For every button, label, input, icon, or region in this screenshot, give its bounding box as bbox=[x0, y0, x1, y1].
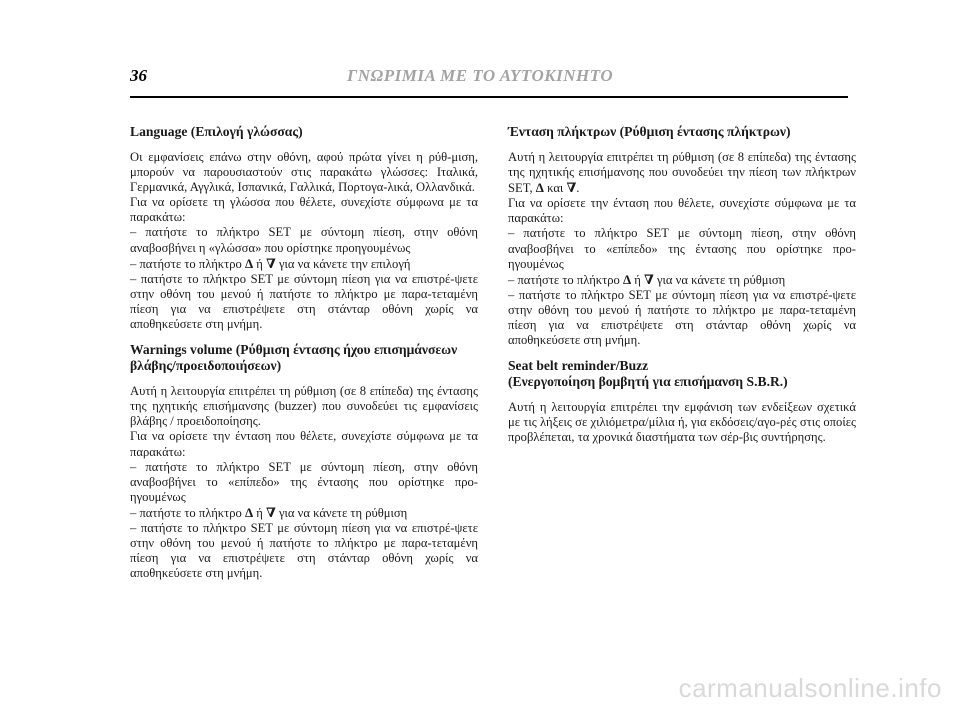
down-arrow-icon: ∇ bbox=[566, 180, 577, 196]
down-arrow-icon: ∇ bbox=[266, 504, 276, 520]
warnings-p3: – πατήστε το πλήκτρο SET με σύντομη πίεση, στην οθόνη αναβοσβήνει το «επίπεδο» της έντασης που ορίστηκε προ-ηγουμένως bbox=[130, 459, 478, 504]
language-p4-post: για να κάνετε την επιλογή bbox=[278, 256, 411, 271]
page-title: ΓΝΩΡΙΜΙΑ ΜΕ ΤΟ ΑΥΤΟΚΙΝΗΤΟ bbox=[347, 66, 614, 85]
up-arrow-icon: Δ bbox=[535, 180, 544, 196]
down-arrow-icon: ∇ bbox=[644, 271, 654, 287]
seatbelt-heading bbox=[508, 358, 856, 390]
warnings-p2: Για να ορίσετε την ένταση που θέλετε, συνεχίστε σύμφωνα με τα παρακάτω: bbox=[130, 429, 478, 459]
keys-p4-pre: – πατήστε το πλήκτρο bbox=[508, 272, 620, 287]
warnings-p5: – πατήστε το πλήκτρο SET με σύντομη πίεση για να επιστρέ-ψετε στην οθόνη του μενού ή πατήστε το πλήκτρο με παρα-τεταμένη πίεση για να επιστρέψετε στη στάνταρ οθόνη χωρίς να αποθηκεύσετε στη μνήμη. bbox=[130, 520, 478, 581]
keys-p3: – πατήστε το πλήκτρο SET με σύντομη πίεση, στην οθόνη αναβοσβήνει το «επίπεδο» της έντασης που ορίστηκε προ-ηγουμένως bbox=[508, 226, 856, 271]
down-arrow-icon: ∇ bbox=[266, 255, 276, 271]
up-arrow-icon: Δ bbox=[244, 504, 254, 520]
warnings-heading: Warnings volume (Ρύθμιση έντασης ήχου επισημάνσεων βλάβης/προειδοποιήσεων) bbox=[130, 342, 458, 374]
language-p3: – πατήστε το πλήκτρο SET με σύντομη πίεση, στην οθόνη αναβοσβήνει η «γλώσσα» που ορίστηκε προηγουμένως bbox=[130, 225, 478, 255]
warnings-p4-or: ή bbox=[256, 505, 263, 520]
language-p4-or: ή bbox=[256, 256, 263, 271]
seatbelt-p1: Αυτή η λειτουργία επιτρέπει την εμφάνιση των ενδείξεων σχετικά με τις λήξεις σε χιλιόμετρα/μίλια ή, για εκδόσεις/αγο-ρές στις οποίες προβλέπεται, τα χρονικά διαστήματα των σέρ-βις συντήρησης. bbox=[508, 400, 856, 445]
seatbelt-heading-line2: (Ενεργοποίηση βομβητή για επισήμανση S.B.R.) bbox=[508, 374, 788, 390]
keys-p4 bbox=[508, 272, 856, 288]
seatbelt-heading-line1: Seat belt reminder/Buzz bbox=[508, 358, 649, 374]
keys-heading: Ένταση πλήκτρων (Ρύθμιση έντασης πλήκτρων) bbox=[508, 124, 791, 139]
warnings-p1: Αυτή η λειτουργία επιτρέπει τη ρύθμιση (σε 8 επίπεδα) της έντασης της ηχητικής επισήμανσης (buzzer) που συνοδεύει τις εμφανίσεις βλάβης / προειδοποίησης. bbox=[130, 384, 478, 429]
page-number: 36 bbox=[130, 66, 147, 85]
section-gap bbox=[130, 332, 478, 342]
keys-p1-and: και bbox=[547, 181, 564, 196]
warnings-p4-pre: – πατήστε το πλήκτρο bbox=[130, 505, 242, 520]
keys-p2: Για να ορίσετε την ένταση που θέλετε, συνεχίστε σύμφωνα με τα παρακάτω: bbox=[508, 196, 856, 226]
language-p1: Οι εμφανίσεις επάνω στην οθόνη, αφού πρώτα γίνει η ρύθ-μιση, μπορούν να παρουσιαστούν στις παρακάτω γλώσσες: Ιταλικά, Γερμανικά, Αγγλικά, Ισπανικά, Γαλλικά, Πορτογα-λικά, Ολλανδικά. bbox=[130, 150, 478, 195]
language-p4-pre: – πατήστε το πλήκτρο bbox=[130, 256, 242, 271]
keys-p4-post: για να κάνετε τη ρύθμιση bbox=[656, 272, 786, 287]
left-column bbox=[130, 124, 478, 581]
keys-p4-or: ή bbox=[634, 272, 641, 287]
warnings-p4-post: για να κάνετε τη ρύθμιση bbox=[278, 505, 408, 520]
right-column bbox=[508, 124, 856, 446]
language-p5: – πατήστε το πλήκτρο SET με σύντομη πίεση για να επιστρέ-ψετε στην οθόνη του μενού ή πατήστε το πλήκτρο με παρα-τεταμένη πίεση για να επιστρέψετε στη στάνταρ οθόνη χωρίς να αποθηκεύσετε στη μνήμη. bbox=[130, 271, 478, 332]
language-p4 bbox=[130, 256, 478, 272]
language-heading: Language (Επιλογή γλώσσας) bbox=[130, 124, 303, 139]
keys-p1-end: . bbox=[576, 181, 580, 196]
keys-p1 bbox=[508, 150, 856, 196]
keys-p1-pre: Αυτή η λειτουργία επιτρέπει τη ρύθμιση (σε 8 επίπεδα) της έντασης της ηχητικής επισήμανσης που συνοδεύει την πίεση των πλήκτρων SET, bbox=[508, 150, 856, 196]
header-rule bbox=[130, 96, 848, 98]
keys-p5: – πατήστε το πλήκτρο SET με σύντομη πίεση για να επιστρέ-ψετε στην οθόνη του μενού ή πατήστε το πλήκτρο με παρα-τεταμένη πίεση για να επιστρέψετε στη στάνταρ οθόνη χωρίς να αποθηκεύσετε στη μνήμη. bbox=[508, 287, 856, 348]
up-arrow-icon: Δ bbox=[622, 271, 632, 287]
section-gap bbox=[508, 348, 856, 358]
language-p2: Για να ορίσετε τη γλώσσα που θέλετε, συνεχίστε σύμφωνα με τα παρακάτω: bbox=[130, 195, 478, 225]
warnings-p4 bbox=[130, 505, 478, 521]
up-arrow-icon: Δ bbox=[244, 255, 254, 271]
page-header bbox=[130, 66, 614, 86]
watermark: carmanualsonline.info bbox=[678, 673, 942, 703]
